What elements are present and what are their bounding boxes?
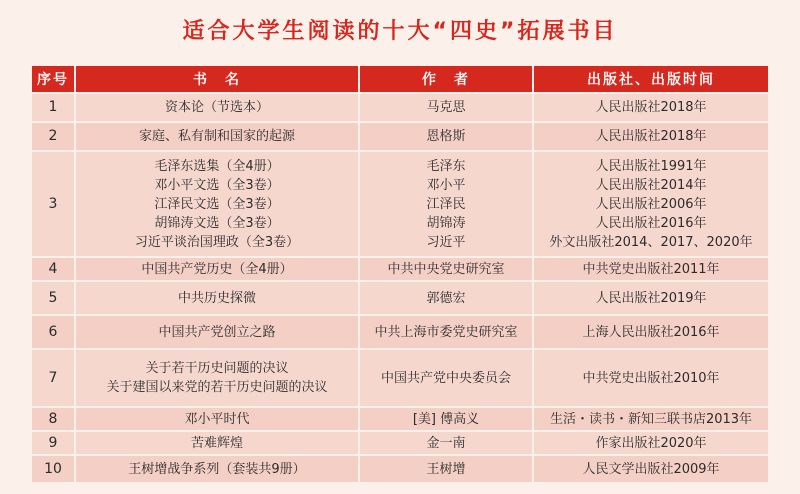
book-title-cell [76, 456, 360, 482]
row-number: 2 [32, 123, 76, 150]
book-title: 邓小平文选（全3卷） [154, 177, 280, 193]
header-publisher: 出版社、出版时间 [534, 66, 768, 92]
table-row [32, 408, 768, 430]
book-title-cell [76, 258, 360, 280]
row-number: 8 [32, 408, 76, 430]
book-title-cell [76, 282, 360, 314]
publisher: 人民出版社2006年 [595, 196, 707, 212]
author: 胡锦涛 [426, 215, 466, 231]
author-cell [360, 432, 534, 454]
table-row [32, 123, 768, 150]
row-number: 6 [32, 316, 76, 348]
publisher: 中共党史出版社2010年 [582, 370, 720, 386]
book-title-cell [76, 123, 360, 150]
book-title: 苦难辉煌 [190, 435, 243, 451]
book-title: 王树增战争系列（套装共9册） [128, 461, 306, 477]
publisher: 人民出版社2018年 [595, 129, 707, 144]
table-row [32, 350, 768, 406]
book-title-cell [76, 94, 360, 121]
author: 马克思 [426, 100, 466, 115]
table-header-row [32, 66, 768, 92]
author: 中共中央党史研究室 [387, 261, 505, 277]
book-title-cell [76, 316, 360, 348]
row-number: 4 [32, 258, 76, 280]
row-number: 7 [32, 350, 76, 406]
table-row [32, 152, 768, 256]
publisher-cell [534, 282, 768, 314]
publisher-cell [534, 258, 768, 280]
author-cell [360, 282, 534, 314]
publisher: 人民出版社2014年 [595, 177, 707, 193]
table-row [32, 282, 768, 314]
row-number: 5 [32, 282, 76, 314]
author: 金一南 [426, 435, 466, 451]
publisher-cell [534, 152, 768, 256]
author-cell [360, 408, 534, 430]
author-cell [360, 258, 534, 280]
book-title: 关于若干历史问题的决议 [145, 361, 289, 376]
row-number: 10 [32, 456, 76, 482]
author-cell [360, 152, 534, 256]
book-title-cell [76, 408, 360, 430]
header-author: 作 者 [360, 66, 534, 92]
publisher-cell [534, 432, 768, 454]
publisher: 人民出版社2019年 [595, 290, 707, 306]
header-number: 序号 [32, 66, 76, 92]
book-title: 江泽民文选（全3卷） [154, 196, 280, 212]
header-book-title: 书 名 [76, 66, 360, 92]
author: 江泽民 [426, 196, 466, 212]
publisher: 外文出版社2014、2017、2020年 [549, 234, 753, 250]
publisher: 中共党史出版社2011年 [582, 261, 720, 277]
publisher-cell [534, 94, 768, 121]
book-title: 习近平谈治国理政（全3卷） [134, 234, 300, 250]
publisher-cell [534, 350, 768, 406]
author: 毛泽东 [426, 158, 466, 174]
publisher: 人民出版社2018年 [595, 100, 707, 115]
table-row [32, 432, 768, 454]
author: 恩格斯 [426, 129, 466, 144]
publisher-cell [534, 456, 768, 482]
book-title: 中共历史探微 [177, 290, 256, 306]
table-row [32, 94, 768, 121]
publisher: 作家出版社2020年 [595, 435, 707, 451]
publisher: 人民文学出版社2009年 [582, 461, 720, 477]
book-title-cell [76, 152, 360, 256]
book-list-table [32, 64, 768, 484]
author-cell [360, 456, 534, 482]
row-number: 1 [32, 94, 76, 121]
publisher-cell [534, 123, 768, 150]
book-title: 胡锦涛文选（全3卷） [154, 215, 280, 231]
publisher: 生活・读书・新知三联书店2013年 [549, 411, 753, 427]
author-cell [360, 316, 534, 348]
publisher-cell [534, 408, 768, 430]
book-title: 中国共产党创立之路 [158, 324, 276, 340]
row-number: 3 [32, 152, 76, 256]
author: 中国共产党中央委员会 [380, 370, 511, 386]
author-cell [360, 94, 534, 121]
author: 习近平 [426, 234, 466, 250]
book-title: 中国共产党历史（全4册） [141, 261, 293, 277]
author: 郭德宏 [426, 290, 466, 306]
publisher: 上海人民出版社2016年 [582, 324, 720, 340]
publisher: 人民出版社2016年 [595, 215, 707, 231]
author-cell [360, 123, 534, 150]
publisher-cell [534, 316, 768, 348]
page-title: 适合大学生阅读的十大“四史”拓展书目 [182, 19, 618, 44]
book-title: 毛泽东选集（全4册） [154, 158, 280, 174]
row-number: 9 [32, 432, 76, 454]
table-row [32, 258, 768, 280]
book-title: 家庭、私有制和国家的起源 [138, 129, 295, 144]
author-cell [360, 350, 534, 406]
book-title: 资本论（节选本） [164, 100, 269, 115]
author: 中共上海市委党史研究室 [374, 324, 518, 340]
book-title-cell [76, 432, 360, 454]
publisher: 人民出版社1991年 [595, 158, 707, 174]
book-title: 邓小平时代 [184, 411, 250, 427]
table-row [32, 316, 768, 348]
book-title-cell [76, 350, 360, 406]
author: [美] 傅高义 [412, 411, 480, 427]
author: 邓小平 [426, 177, 466, 193]
book-title: 关于建国以来党的若干历史问题的决议 [106, 380, 328, 395]
table-row [32, 456, 768, 482]
author: 王树增 [426, 461, 466, 477]
